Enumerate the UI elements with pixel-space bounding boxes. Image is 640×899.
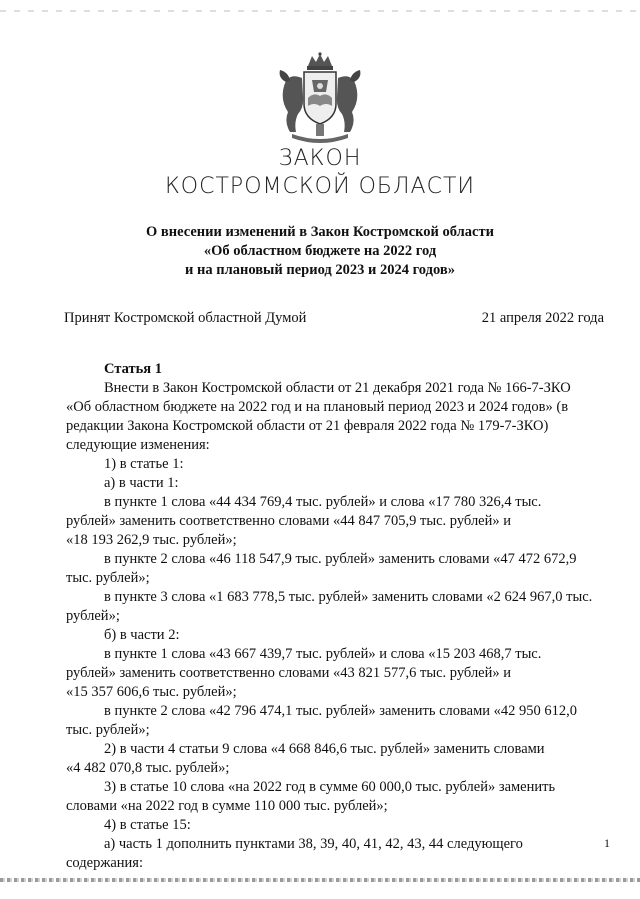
law-subject: [0, 223, 640, 280]
text-line: тыс. рублей»;: [66, 570, 150, 586]
text-line: «4 482 070,8 тыс. рублей»;: [66, 760, 230, 776]
text-line: 3) в статье 10 слова «на 2022 год в сумме 60 000,0 тыс. рублей» заменить: [104, 779, 556, 795]
kostroma-coat-of-arms-icon: [270, 52, 370, 144]
text-line: 4) в статье 15:: [104, 817, 191, 833]
text-line: содержания:: [66, 855, 144, 871]
text-line: а) в части 1:: [104, 475, 179, 491]
text-line: а) часть 1 дополнить пунктами 38, 39, 40, 41, 42, 43, 44 следующего: [104, 836, 523, 852]
subject-line: и на плановый период 2023 и 2024 годов»: [185, 262, 455, 278]
article-body: [66, 360, 609, 873]
text-line: Внести в Закон Костромской области от 21 декабря 2021 года № 166-7-ЗКО: [104, 380, 571, 396]
adoption-date: 21 апреля 2022 года: [481, 310, 604, 326]
text-line: 2) в части 4 статьи 9 слова «4 668 846,6 тыс. рублей» заменить словами: [104, 741, 545, 757]
text-line: рублей» заменить соответственно словами «44 847 705,9 тыс. рублей» и: [66, 513, 512, 529]
text-line: в пункте 2 слова «46 118 547,9 тыс. рублей» заменить словами «47 472 672,9: [104, 551, 577, 567]
text-line: в пункте 2 слова «42 796 474,1 тыс. рублей» заменить словами «42 950 612,0: [104, 703, 578, 719]
scan-artifact-bottom: [0, 878, 640, 882]
adopted-by: Принят Костромской областной Думой: [64, 310, 307, 326]
law-region-title: КОСТРОМСКОЙ ОБЛАСТИ: [164, 174, 476, 199]
text-line: редакции Закона Костромской области от 21 февраля 2022 года № 179-7-ЗКО): [66, 418, 549, 434]
text-line: в пункте 1 слова «44 434 769,4 тыс. рублей» и слова «17 780 326,4 тыс.: [104, 494, 542, 510]
text-line: «18 193 262,9 тыс. рублей»;: [66, 532, 237, 548]
article-heading: Статья 1: [104, 361, 162, 377]
text-line: в пункте 3 слова «1 683 778,5 тыс. рублей» заменить словами «2 624 967,0 тыс.: [104, 589, 593, 605]
text-line: тыс. рублей»;: [66, 722, 150, 738]
text-line: следующие изменения:: [66, 437, 210, 453]
scan-artifact-top: [0, 10, 640, 12]
page-number: 1: [604, 836, 610, 850]
law-title: ЗАКОН: [278, 146, 362, 171]
text-line: 1) в статье 1:: [104, 456, 184, 472]
subject-line: «Об областном бюджете на 2022 год: [203, 243, 437, 259]
text-line: рублей» заменить соответственно словами «43 821 577,6 тыс. рублей» и: [66, 665, 512, 681]
text-line: словами «на 2022 год в сумме 110 000 тыс. рублей»;: [66, 798, 388, 814]
text-line: «15 357 606,6 тыс. рублей»;: [66, 684, 237, 700]
subject-line: О внесении изменений в Закон Костромской области: [146, 224, 494, 240]
text-line: «Об областном бюджете на 2022 год и на плановый период 2023 и 2024 годов» (в: [66, 399, 569, 415]
text-line: рублей»;: [66, 608, 120, 624]
text-line: в пункте 1 слова «43 667 439,7 тыс. рублей» и слова «15 203 468,7 тыс.: [104, 646, 542, 662]
text-line: б) в части 2:: [104, 627, 180, 643]
